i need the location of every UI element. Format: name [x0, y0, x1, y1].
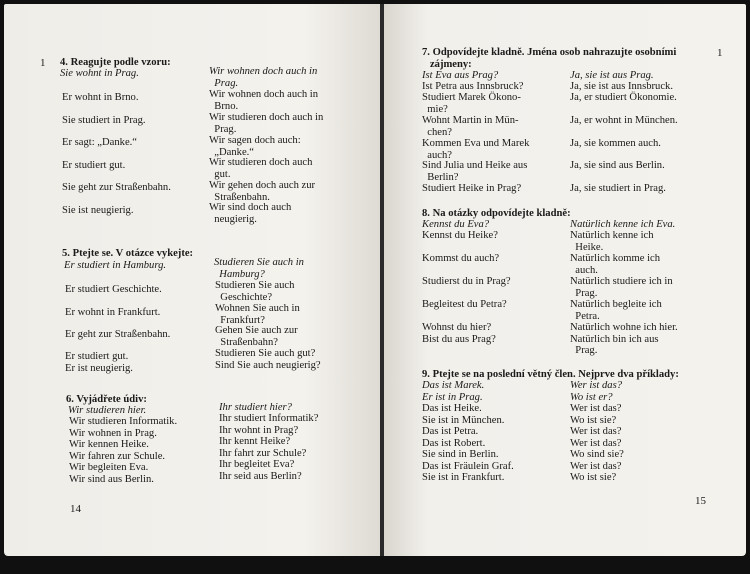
exercise-6-right-lines: Ihr studiert Informatik? Ihr wohnt in Prag? Ihr kennt Heike? Ihr fahrt zur Schule? Ihr begleitet Eva? Ihr seid aus Berlin? — [219, 413, 319, 482]
exercise-4-answer: Wir sind doch auch neugierig. — [209, 202, 292, 225]
margin-number: 1 — [717, 47, 723, 59]
exercise-7-answer: Ja, sie studiert in Prag. — [570, 183, 666, 194]
exercise-8-question: Wohnst du hier? Bist du aus Prag? — [422, 322, 496, 345]
exercise-4-example-right: Wir wohnen doch auch in Prag. — [209, 66, 318, 89]
exercise-5-answer: Wohnen Sie auch in Frankfurt? — [215, 303, 300, 326]
page-number-right: 15 — [695, 495, 706, 507]
exercise-7-example-left: Ist Eva aus Prag? — [422, 70, 499, 81]
exercise-8-question: Kennst du Heike? — [422, 230, 498, 241]
exercise-8-answer: Natürlich begleite ich Petra. — [570, 299, 662, 322]
exercise-8-answer: Natürlich studiere ich in Prag. — [570, 276, 673, 299]
exercise-6-example-left: Wir studieren hier. — [68, 405, 147, 416]
exercise-7-question: Studiert Marek Ökono- mie? — [422, 92, 521, 115]
exercise-5-prompt: Er wohnt in Frankfurt. — [65, 307, 161, 318]
exercise-4-example-left: Sie wohnt in Prag. — [60, 68, 139, 79]
exercise-9-right-lines: Wer ist das? Wo ist sie? Wer ist das? Wer ist das? Wo sind sie? Wer ist das? Wo ist sie? — [570, 403, 624, 483]
exercise-5-example-right: Studieren Sie auch in Hamburg? — [214, 257, 304, 280]
exercise-4-prompt: Er wohnt in Brno. — [62, 92, 139, 103]
exercise-7-question: Ist Petra aus Innsbruck? — [422, 81, 524, 92]
exercise-5-answer: Gehen Sie auch zur Straßenbahn? — [215, 325, 298, 348]
exercise-9-example-left: Das ist Marek. Er ist in Prag. — [422, 380, 485, 403]
exercise-4-answer: Wir gehen doch auch zur Straßenbahn. — [209, 180, 316, 203]
exercise-9-heading: 9. Ptejte se na poslední větný člen. Nejprve dva příklady: — [422, 369, 679, 380]
exercise-7-answer: Ja, er studiert Ökonomie. — [570, 92, 677, 103]
exercise-7-heading: 7. Odpovídejte kladně. Jména osob nahrazujte osobními zájmeny: — [422, 47, 677, 70]
exercise-8-question: Kommst du auch? — [422, 253, 500, 264]
exercise-8-example-left: Kennst du Eva? — [422, 219, 490, 230]
exercise-8-question: Begleitest du Petra? — [422, 299, 507, 310]
exercise-6-heading: 6. Vyjádřete údiv: — [66, 394, 147, 405]
exercise-7-example-right: Ja, sie ist aus Prag. — [570, 70, 654, 81]
exercise-4-answer: Wir studieren doch auch in Prag. — [209, 112, 324, 135]
exercise-4-answer: Wir wohnen doch auch in Brno. — [209, 89, 319, 112]
exercise-7-question: Wohnt Martin in Mün- chen? — [422, 115, 519, 138]
exercise-4-prompt: Sie ist neugierig. — [62, 205, 134, 216]
exercise-5-prompt: Er studiert gut. Er ist neugierig. — [65, 351, 133, 374]
exercise-5-prompt: Er geht zur Straßenbahn. — [65, 329, 171, 340]
exercise-7-answer: Ja, sie kommen auch. — [570, 138, 661, 149]
exercise-4-heading: 4. Reagujte podle vzoru: — [60, 57, 171, 68]
left-page — [4, 4, 380, 556]
exercise-8-example-right: Natürlich kenne ich Eva. — [570, 219, 676, 230]
exercise-5-prompt: Er studiert Geschichte. — [65, 284, 162, 295]
exercise-8-answer: Natürlich kenne ich Heike. — [570, 230, 654, 253]
exercise-7-answer: Ja, er wohnt in München. — [570, 115, 678, 126]
exercise-7-question: Studiert Heike in Prag? — [422, 183, 522, 194]
exercise-7-answer: Ja, sie sind aus Berlin. — [570, 160, 665, 171]
exercise-4-prompt: Sie studiert in Prag. — [62, 115, 146, 126]
exercise-9-example-right: Wer ist das? Wo ist er? — [570, 380, 622, 403]
exercise-5-answer: Studieren Sie auch gut? Sind Sie auch neugierig? — [215, 348, 321, 371]
exercise-5-answer: Studieren Sie auch Geschichte? — [215, 280, 295, 303]
exercise-6-example-right: Ihr studiert hier? — [219, 402, 292, 413]
exercise-8-answer: Natürlich komme ich auch. — [570, 253, 661, 276]
exercise-7-answer: Ja, sie ist aus Innsbruck. — [570, 81, 673, 92]
exercise-7-question: Sind Julia und Heike aus Berlin? — [422, 160, 528, 183]
exercise-8-heading: 8. Na otázky odpovídejte kladně: — [422, 208, 571, 219]
exercise-4-prompt: Sie geht zur Straßenbahn. — [62, 182, 171, 193]
exercise-8-answer: Natürlich wohne ich hier. Natürlich bin ich aus Prag. — [570, 322, 678, 356]
right-page — [384, 4, 746, 556]
exercise-5-example-left: Er studiert in Hamburg. — [64, 260, 167, 271]
exercise-4-answer: Wir studieren doch auch gut. — [209, 157, 313, 180]
exercise-4-prompt: Er sagt: „Danke.“ — [62, 137, 138, 148]
exercise-7-question: Kommen Eva und Marek auch? — [422, 138, 530, 161]
exercise-4-answer: Wir sagen doch auch: „Danke.“ — [209, 135, 301, 158]
exercise-4-prompt: Er studiert gut. — [62, 160, 126, 171]
margin-number: 1 — [40, 57, 46, 69]
page-number-left: 14 — [70, 503, 81, 515]
exercise-5-heading: 5. Ptejte se. V otázce vykejte: — [62, 248, 194, 259]
exercise-6-left-lines: Wir studieren Informatik. Wir wohnen in Prag. Wir kennen Heike. Wir fahren zur Schule. Wir begleiten Eva. Wir sind aus Berlin. — [69, 416, 178, 485]
exercise-9-left-lines: Das ist Heike. Sie ist in München. Das ist Petra. Das ist Robert. Sie sind in Berlin. Das ist Fräulein Graf. Sie ist in Frankfurt. — [422, 403, 514, 483]
exercise-8-question: Studierst du in Prag? — [422, 276, 511, 287]
